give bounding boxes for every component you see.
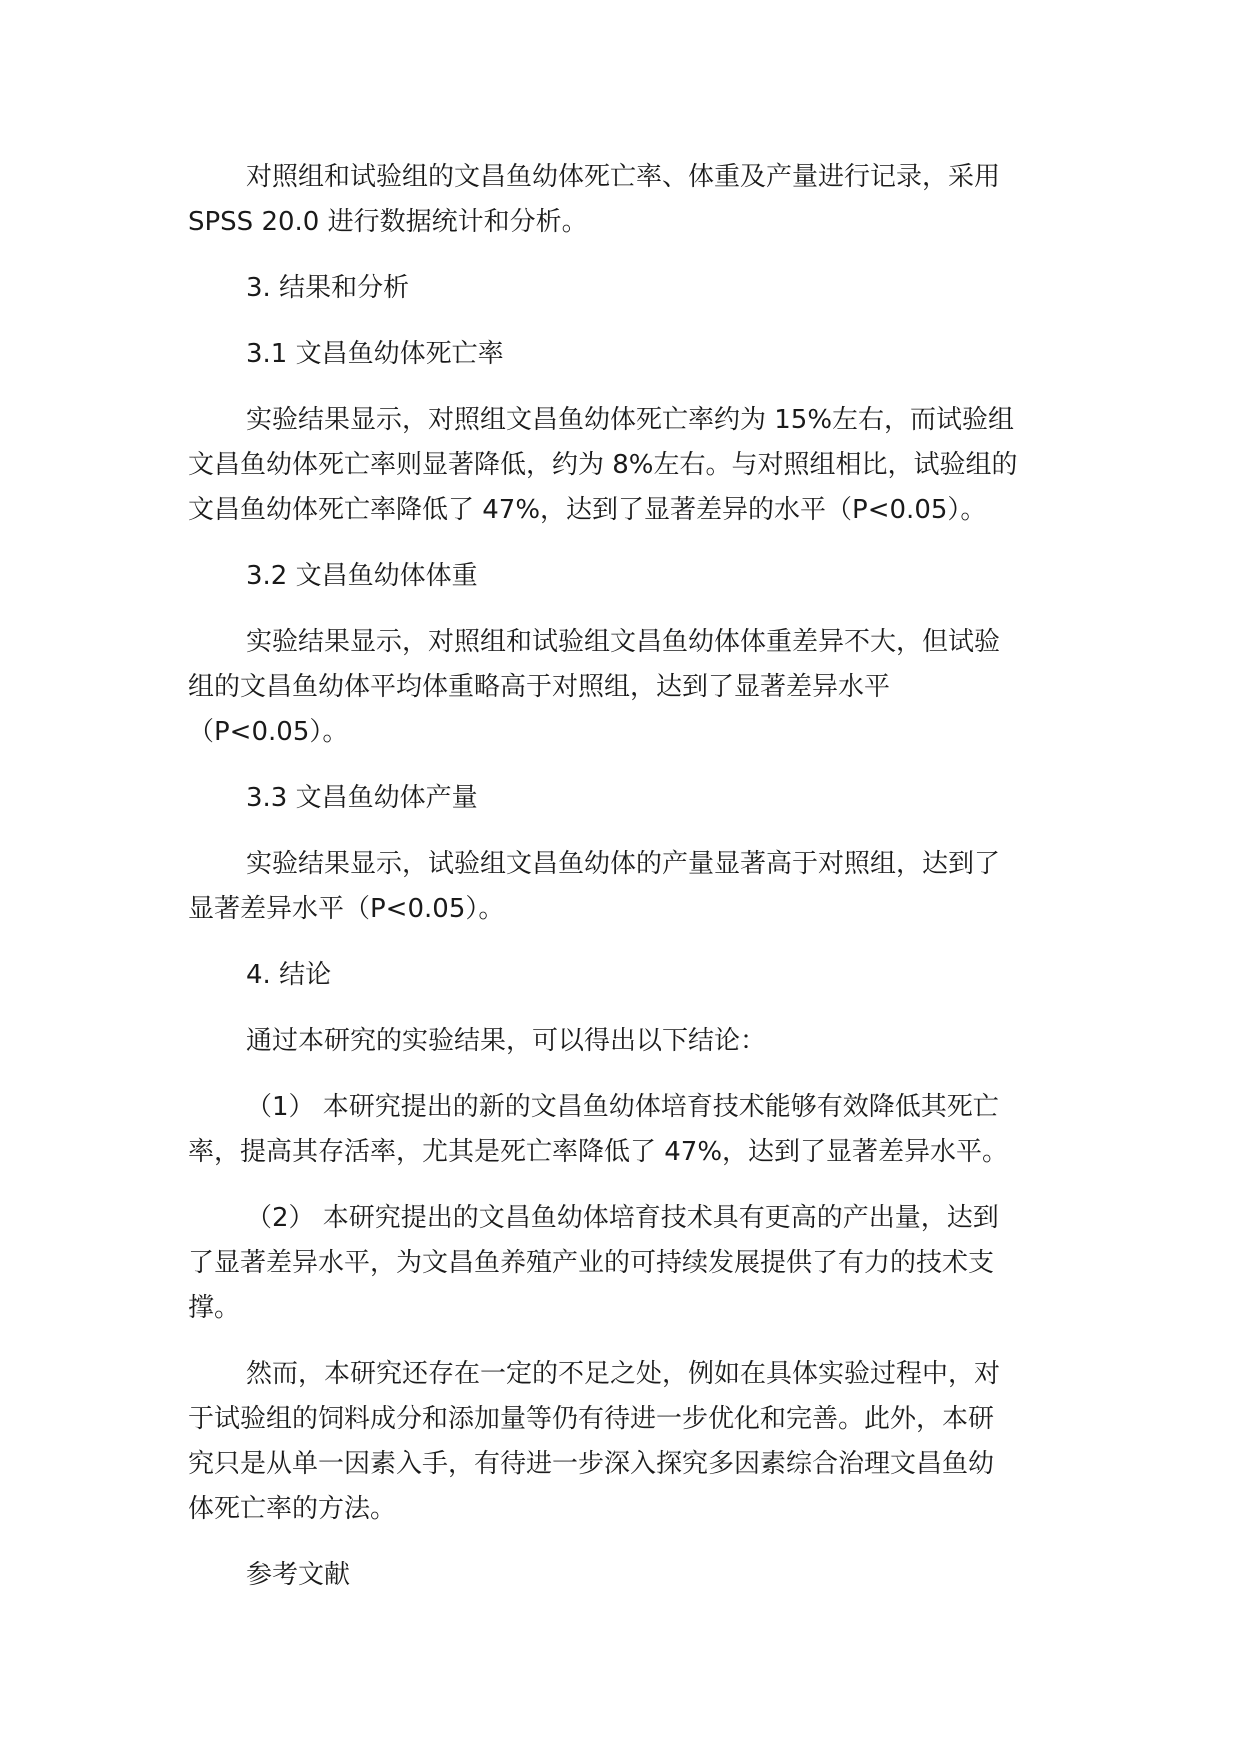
section-heading-results [188,266,1058,311]
paragraph-line: 文昌鱼幼体死亡率则显著降低，约为 8%左右。与对照组相比，试验组的 [188,450,1018,480]
section-heading-references [188,1553,1058,1598]
subsection-heading-mortality [188,332,1058,377]
subsection-heading-yield [188,776,1058,821]
paragraph-line: 撑。 [188,1293,241,1323]
paragraph-line: 究只是从单一因素入手，有待进一步深入探究多因素综合治理文昌鱼幼 [188,1449,995,1479]
paragraph-line: 通过本研究的实验结果，可以得出以下结论： [246,1026,767,1056]
paragraph-line: 了显著差异水平，为文昌鱼养殖产业的可持续发展提供了有力的技术支 [188,1248,995,1278]
heading-text: 3.2 文昌鱼幼体体重 [246,561,478,591]
paragraph-line: （2） 本研究提出的文昌鱼幼体培育技术具有更高的产出量，达到 [246,1203,999,1233]
heading-text: 3.1 文昌鱼幼体死亡率 [246,339,504,369]
paragraph-conclusion-intro [188,1019,1058,1064]
paragraph-line: （P<0.05）。 [188,717,349,747]
paragraph-line: 于试验组的饲料成分和添加量等仍有待进一步优化和完善。此外，本研 [188,1404,995,1434]
paragraph-line: SPSS 20.0 进行数据统计和分析。 [188,207,588,237]
paragraph-conclusion-point-2 [188,1196,1058,1331]
heading-text: 参考文献 [246,1560,351,1590]
subsection-heading-weight [188,554,1058,599]
heading-text: 3.3 文昌鱼幼体产量 [246,783,478,813]
heading-text: 4. 结论 [246,960,332,990]
heading-text: 3. 结果和分析 [246,273,410,303]
paragraph-yield-results [188,842,1058,932]
paragraph-line: 文昌鱼幼体死亡率降低了 47%，达到了显著差异的水平（P<0.05）。 [188,495,987,525]
paragraph-line: 实验结果显示，对照组文昌鱼幼体死亡率约为 15%左右，而试验组 [246,405,1015,435]
paragraph-line: 率，提高其存活率，尤其是死亡率降低了 47%，达到了显著差异水平。 [188,1137,1009,1167]
paragraph-mortality-results [188,398,1058,533]
paragraph-line: （1） 本研究提出的新的文昌鱼幼体培育技术能够有效降低其死亡 [246,1092,999,1122]
paragraph-line: 显著差异水平（P<0.05）。 [188,894,505,924]
paragraph-line: 体死亡率的方法。 [188,1494,397,1524]
paragraph-line: 实验结果显示，对照组和试验组文昌鱼幼体体重差异不大，但试验 [246,627,1001,657]
paragraph-data-recording [188,155,1058,245]
paragraph-weight-results [188,620,1058,755]
paragraph-line: 对照组和试验组的文昌鱼幼体死亡率、体重及产量进行记录，采用 [246,162,1001,192]
paragraph-line: 实验结果显示，试验组文昌鱼幼体的产量显著高于对照组，达到了 [246,849,1001,879]
paragraph-conclusion-point-1 [188,1085,1058,1175]
section-heading-conclusion [188,953,1058,998]
paragraph-limitations [188,1352,1058,1532]
paragraph-line: 然而，本研究还存在一定的不足之处，例如在具体实验过程中，对 [246,1359,1001,1389]
document-body [188,155,1058,1619]
paragraph-line: 组的文昌鱼幼体平均体重略高于对照组，达到了显著差异水平 [188,672,891,702]
